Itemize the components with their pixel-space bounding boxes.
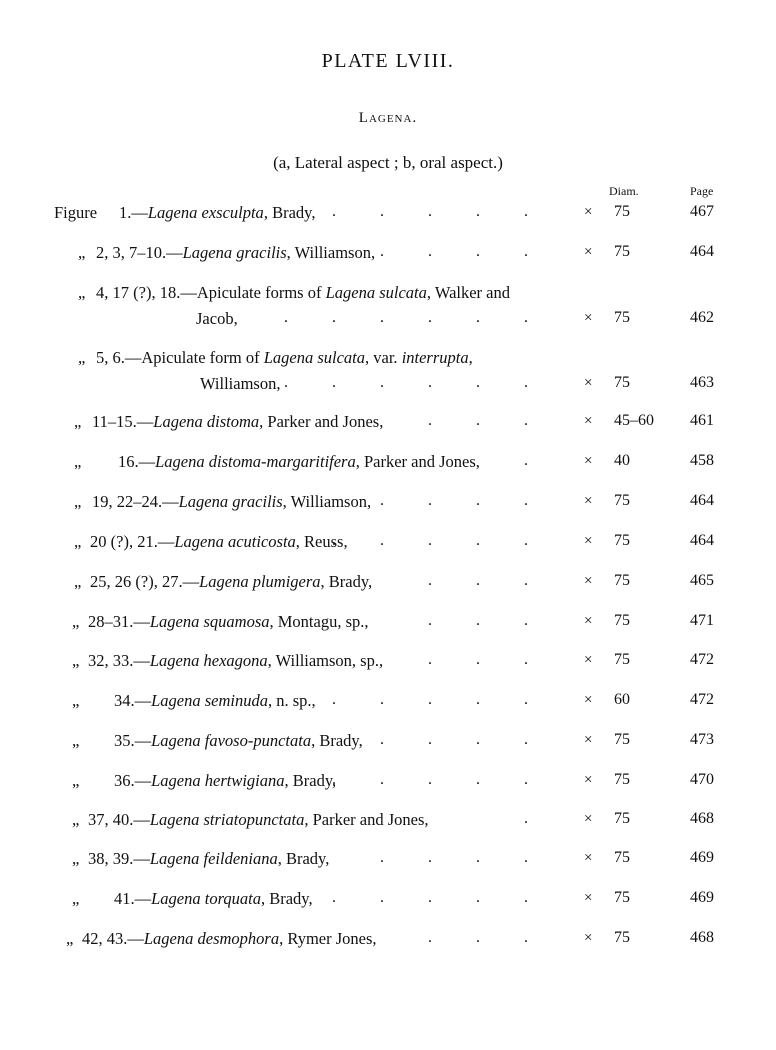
magnification-sign: × — [584, 930, 593, 946]
magnification-sign: × — [584, 613, 593, 629]
diameter-value: 75 — [614, 612, 630, 629]
figure-entry — [0, 731, 776, 755]
figure-numbers: 1.— — [119, 203, 148, 222]
magnification-sign: × — [584, 533, 593, 549]
page-number: 464 — [690, 492, 714, 509]
figure-description — [90, 572, 372, 592]
species-author: , Rymer Jones, — [279, 929, 377, 948]
figure-numbers: 34.— — [114, 691, 152, 710]
leader-dots: . . . . — [380, 492, 548, 509]
figure-prefix: „ — [72, 810, 80, 829]
figure-prefix: „ — [74, 412, 82, 431]
figure-numbers: 16.— — [118, 452, 156, 471]
leader-dots: . . . — [428, 412, 548, 429]
species-name: Lagena squamosa — [149, 612, 270, 631]
figure-description — [119, 203, 315, 223]
page-number: 465 — [690, 572, 714, 589]
species-author: , Brady, — [320, 572, 373, 591]
diameter-value: 75 — [614, 309, 630, 326]
magnification-sign: × — [584, 732, 593, 748]
figure-description — [90, 532, 348, 552]
page-number: 461 — [690, 412, 714, 429]
species-author: , Brady, — [277, 849, 330, 868]
figure-numbers: 28–31.— — [88, 612, 150, 631]
page-number: 458 — [690, 452, 714, 469]
species-name: Lagena gracilis — [178, 492, 283, 511]
species-author: , Parker and Jones, — [259, 412, 384, 431]
figure-numbers: 19, 22–24.— — [92, 492, 179, 511]
species-name: Lagena acuticosta — [174, 532, 296, 551]
figure-description — [114, 731, 363, 751]
species-name: Lagena sulcata — [325, 283, 427, 302]
species-name: Lagena sulcata — [263, 348, 366, 367]
figure-numbers: 36.— — [114, 771, 152, 790]
page-number: 468 — [690, 929, 714, 946]
figure-numbers: 5, 6.—Apiculate form of — [96, 348, 264, 367]
figure-description-continued: Jacob, — [196, 309, 238, 328]
diameter-value: 40 — [614, 452, 630, 469]
leader-dots: . . . . . — [332, 691, 548, 708]
species-name: Lagena favoso-punctata — [151, 731, 312, 750]
species-author: , Brady, — [311, 731, 363, 750]
figure-numbers: 25, 26 (?), 27.— — [90, 572, 200, 591]
magnification-sign: × — [584, 772, 593, 788]
figure-description — [118, 452, 480, 472]
figure-numbers: 38, 39.— — [88, 849, 150, 868]
figure-description — [88, 612, 369, 632]
figure-description — [82, 929, 377, 949]
species-name: Lagena seminuda — [151, 691, 268, 710]
figure-prefix: „ — [66, 929, 74, 948]
species-author: , Brady, — [263, 203, 316, 222]
diameter-value: 75 — [614, 651, 630, 668]
species-name: Lagena distoma — [153, 412, 260, 431]
figure-prefix: „ — [74, 572, 82, 591]
variety-name: interrupta — [401, 348, 469, 367]
figure-entry — [0, 348, 776, 393]
figure-description-continued: Williamson, — [200, 374, 281, 393]
figure-numbers: 41.— — [114, 889, 152, 908]
figure-numbers: 4, 17 (?), 18.—Apiculate forms of — [96, 283, 326, 302]
plate-title: PLATE LVIII. — [321, 50, 455, 72]
figure-description — [88, 849, 329, 869]
page-number: 468 — [690, 810, 714, 827]
figure-entry — [0, 651, 776, 675]
species-author: , Parker and Jones, — [304, 810, 429, 829]
figure-prefix: „ — [72, 889, 80, 908]
species-author: , var. — [365, 348, 402, 367]
leader-dots: . . . — [428, 612, 548, 629]
diameter-value: 75 — [614, 849, 630, 866]
plate-subtitle: (a, Lateral aspect ; b, oral aspect.) — [273, 153, 503, 172]
leader-dots: . . . . — [380, 243, 548, 260]
leader-dots: . — [524, 452, 548, 469]
page-number: 472 — [690, 691, 714, 708]
page-number: 471 — [690, 612, 714, 629]
figure-prefix: „ — [74, 452, 82, 471]
magnification-sign: × — [584, 811, 593, 827]
magnification-sign: × — [584, 850, 593, 866]
diameter-value: 75 — [614, 203, 630, 220]
magnification-sign: × — [584, 692, 593, 708]
figure-description — [88, 810, 429, 830]
species-name: Lagena striatopunctata — [149, 810, 305, 829]
diameter-value: 45–60 — [614, 412, 654, 429]
figure-prefix: „ — [72, 612, 80, 631]
figure-description — [114, 691, 316, 711]
figure-description — [96, 243, 375, 263]
figure-description — [114, 771, 336, 791]
figure-numbers: 32, 33.— — [88, 651, 150, 670]
species-name: Lagena feildeniana — [149, 849, 278, 868]
page-number: 462 — [690, 309, 714, 326]
page-number: 464 — [690, 532, 714, 549]
species-author: , Williamson, sp., — [267, 651, 384, 670]
leader-dots: . . . — [428, 929, 548, 946]
figure-numbers: 37, 40.— — [88, 810, 150, 829]
leader-dots: . . . — [428, 651, 548, 668]
diameter-value: 75 — [614, 572, 630, 589]
figure-entry — [0, 889, 776, 913]
page-number: 463 — [690, 374, 714, 391]
diameter-value: 75 — [614, 929, 630, 946]
magnification-sign: × — [584, 573, 593, 589]
section-heading: Lagena. — [358, 110, 418, 126]
figure-prefix: „ — [78, 283, 86, 302]
figure-entry — [0, 492, 776, 516]
figure-description — [96, 348, 473, 368]
figure-entry — [0, 929, 776, 953]
leader-dots: . . . . . — [332, 889, 548, 906]
diam-column-header: Diam. — [609, 184, 639, 198]
figure-numbers: 42, 43.— — [82, 929, 144, 948]
diameter-value: 75 — [614, 731, 630, 748]
figure-numbers: 20 (?), 21.— — [90, 532, 175, 551]
magnification-sign: × — [584, 375, 593, 391]
leader-dots: . . . . . — [332, 532, 548, 549]
figure-entry — [0, 532, 776, 556]
figure-entry — [0, 691, 776, 715]
figure-numbers: 35.— — [114, 731, 152, 750]
page-number: 469 — [690, 889, 714, 906]
species-author: , Brady, — [284, 771, 337, 790]
magnification-sign: × — [584, 453, 593, 469]
species-name: Lagena exsculpta — [147, 203, 264, 222]
species-name: Lagena gracilis — [182, 243, 287, 262]
diameter-value: 75 — [614, 810, 630, 827]
magnification-sign: × — [584, 890, 593, 906]
figure-entry — [0, 203, 776, 227]
page-number: 470 — [690, 771, 714, 788]
diameter-value: 75 — [614, 889, 630, 906]
diameter-value: 75 — [614, 771, 630, 788]
page-number: 473 — [690, 731, 714, 748]
figure-entry — [0, 412, 776, 436]
page-number: 472 — [690, 651, 714, 668]
leader-dots: . . . . . . — [284, 374, 548, 391]
species-author: , Brady, — [260, 889, 313, 908]
diameter-value: 75 — [614, 492, 630, 509]
figure-entry — [0, 849, 776, 873]
leader-dots: . . . . — [380, 731, 548, 748]
species-name: Lagena distoma-margaritifera — [155, 452, 356, 471]
figure-entry — [0, 572, 776, 596]
figure-description — [114, 889, 313, 909]
figure-prefix: „ — [72, 849, 80, 868]
leader-dots: . — [524, 810, 548, 827]
page-number: 467 — [690, 203, 714, 220]
figure-entry — [0, 283, 776, 328]
species-author: , Parker and Jones, — [355, 452, 480, 471]
species-name: Lagena hexagona — [149, 651, 268, 670]
figure-prefix: „ — [72, 771, 80, 790]
species-name: Lagena hertwigiana — [151, 771, 285, 790]
figure-entry — [0, 452, 776, 476]
magnification-sign: × — [584, 493, 593, 509]
figure-description — [92, 492, 371, 512]
figure-prefix: Figure — [54, 203, 98, 222]
magnification-sign: × — [584, 652, 593, 668]
species-author: , Montagu, sp., — [269, 612, 369, 631]
page-column-header: Page — [690, 184, 714, 198]
species-author: , n. sp., — [268, 691, 316, 710]
species-name: Lagena plumigera — [199, 572, 321, 591]
species-author: , Walker and — [426, 283, 511, 302]
figure-description — [92, 412, 383, 432]
figure-prefix: „ — [72, 651, 80, 670]
figure-description — [88, 651, 383, 671]
figure-prefix: „ — [74, 532, 82, 551]
diameter-value: 75 — [614, 243, 630, 260]
diameter-value: 60 — [614, 691, 630, 708]
figure-numbers: 2, 3, 7–10.— — [96, 243, 183, 262]
page-number: 464 — [690, 243, 714, 260]
figure-prefix: „ — [72, 731, 80, 750]
figure-description — [96, 283, 510, 303]
species-author: , Williamson, — [286, 243, 376, 262]
leader-dots: . . . . . — [332, 771, 548, 788]
variety-punctuation: , — [468, 348, 473, 367]
figure-numbers: 11–15.— — [92, 412, 154, 431]
figure-entry — [0, 612, 776, 636]
figure-prefix: „ — [74, 492, 82, 511]
magnification-sign: × — [584, 204, 593, 220]
species-name: Lagena torquata — [151, 889, 261, 908]
diameter-value: 75 — [614, 374, 630, 391]
species-author: , Williamson, — [282, 492, 372, 511]
leader-dots: . . . . . — [332, 203, 548, 220]
magnification-sign: × — [584, 244, 593, 260]
figure-entry — [0, 810, 776, 834]
leader-dots: . . . — [428, 572, 548, 589]
leader-dots: . . . . . . — [284, 309, 548, 326]
magnification-sign: × — [584, 310, 593, 326]
magnification-sign: × — [584, 413, 593, 429]
diameter-value: 75 — [614, 532, 630, 549]
figure-entry — [0, 771, 776, 795]
species-author: , Reuss, — [295, 532, 348, 551]
figure-prefix: „ — [78, 243, 86, 262]
leader-dots: . . . . — [380, 849, 548, 866]
figure-prefix: „ — [72, 691, 80, 710]
figure-prefix: „ — [78, 348, 86, 367]
species-name: Lagena desmophora — [143, 929, 280, 948]
page-number: 469 — [690, 849, 714, 866]
figure-entry — [0, 243, 776, 267]
